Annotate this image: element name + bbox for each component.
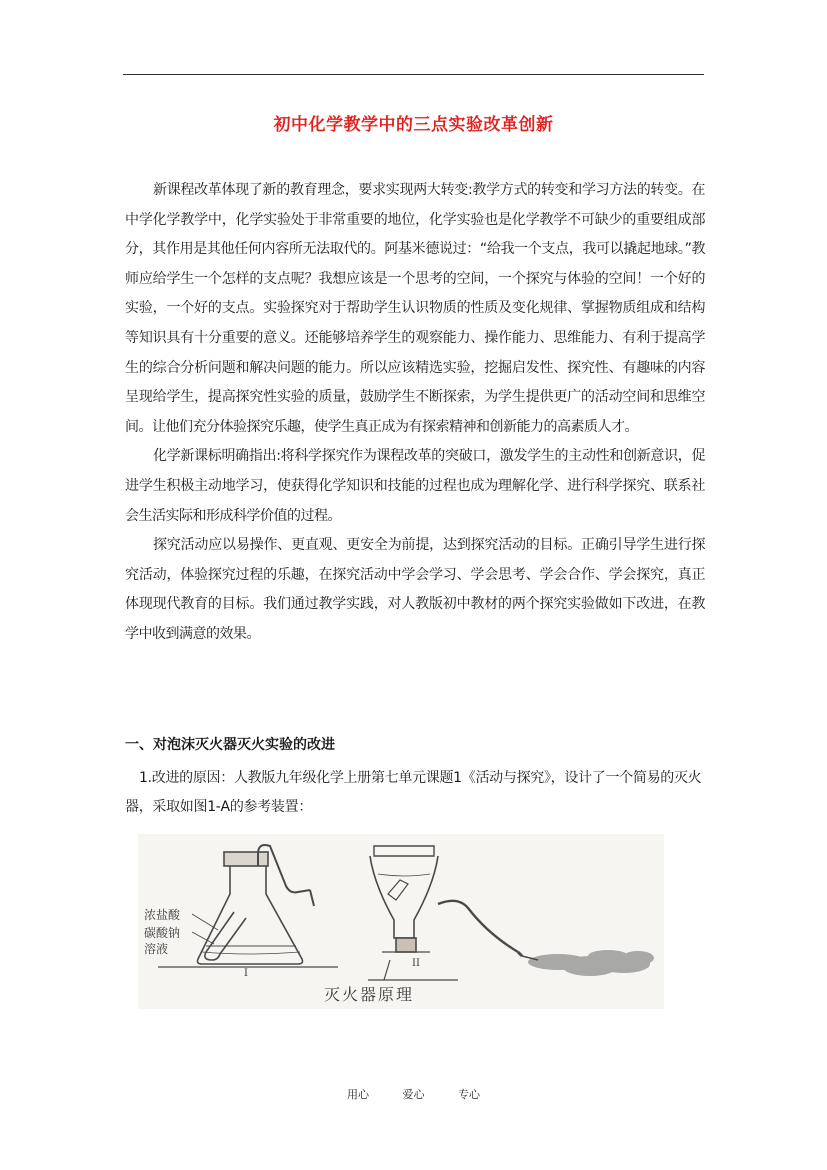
page-title: 初中化学教学中的三点实验改革创新 — [273, 115, 554, 135]
footer — [0, 1086, 827, 1102]
flask-body — [198, 866, 303, 964]
label-apparatus-2: II — [412, 958, 420, 969]
section-heading: 一、对泡沫灭火器灭火实验的改进 — [125, 737, 335, 753]
bottle-body — [370, 856, 438, 938]
label-apparatus-1: I — [244, 968, 248, 979]
paragraph-activities: 探究活动应以易操作、更直观、更安全为前提，达到探究活动的目标。正确引导学生进行探究活动，体验探究过程的乐趣，在探究活动中学会学习、学会思考、学会合作、学会探究，真正体现现代教育的目标。我们通过教学实践，对人教版初中教材的两个探究实验做如下改进，在教学中收到满意的效果。 — [125, 537, 705, 642]
bottle-base — [374, 846, 434, 856]
footer-item: 用心 — [347, 1088, 369, 1101]
label-acid: 浓盐酸 — [144, 908, 181, 922]
footer-item: 爱心 — [402, 1088, 425, 1101]
footer-item: 专心 — [458, 1088, 480, 1101]
paragraph-intro: 新课程改革体现了新的教育理念，要求实现两大转变:教学方式的转变和学习方法的转变。在中学化学教学中，化学实验处于非常重要的地位，化学实验也是化学教学不可缺少的重要组成部分，其作用是其他任何内容所无法取代的。阿基米德说过：“给我一个支点，我可以撬起地球。”教师应给学生一个怎样的支点呢？我想应该是一个思考的空间，一个探究与体验的空间！一个好的实验，一个好的支点。实验探究对于帮助学生认识物质的性质及变化规律、掌握物质组成和结构等知识具有十分重要的意义。还能够培养学生的观察能力、操作能力、思维能力、有利于提高学生的综合分析问题和解决问题的能力。所以应该精选实验，挖掘启发性、探究性、有趣味的内容呈现给学生，提高探究性实验的质量，鼓励学生不断探索，为学生提供更广的活动空间和思维空间。让他们充分体验探究乐趣，使学生真正成为有探索精神和创新能力的高素质人才。 — [125, 182, 705, 435]
header-rule — [123, 74, 704, 75]
sub-paragraph-reason: 1.改进的原因：人教版九年级化学上册第七单元课题1《活动与探究》，设计了一个简易的灭火器，采取如图1-A的参考装置： — [125, 770, 702, 815]
label-carbonate-2: 溶液 — [144, 942, 169, 956]
hose — [438, 901, 518, 952]
paragraph-standards: 化学新课标明确指出:将科学探究作为课程改革的突破口，激发学生的主动性和创新意识，促进学生积极主动地学习，使获得化学知识和技能的过程也成为理解化学、进行科学探究、联系社会生活实际和形成科学价值的过程。 — [125, 448, 705, 524]
extinguisher-figure — [138, 834, 664, 1009]
body-text — [125, 176, 705, 650]
figure-caption: 灭火器原理 — [324, 985, 415, 1004]
label-carbonate-1: 碳酸钠 — [144, 926, 181, 940]
flask-stopper — [224, 852, 268, 866]
bottle-stopper — [396, 938, 416, 952]
inner-tube — [388, 880, 408, 900]
foam-spray — [528, 950, 654, 976]
